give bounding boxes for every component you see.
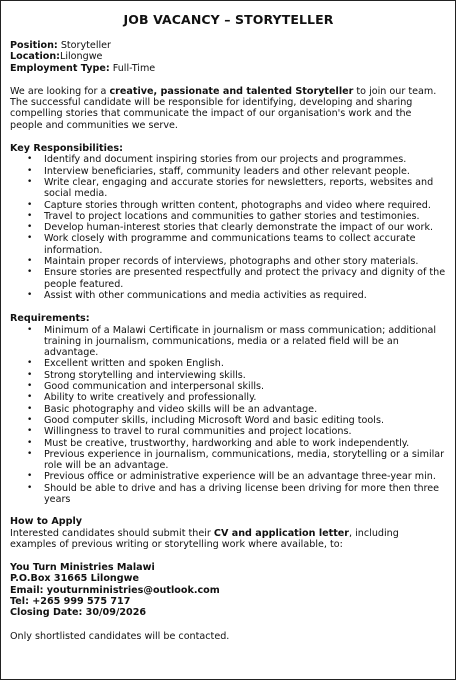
requirement-item: • Ability to write creatively and professionally.	[44, 392, 447, 403]
location-line	[10, 51, 447, 62]
responsibility-item: • Ensure stories are presented respectfully and protect the privacy and dignity of the people featured.	[44, 267, 447, 290]
position-value: Storyteller	[57, 40, 111, 51]
employment-type-value: Full-Time	[109, 62, 156, 74]
apply-paragraph	[10, 528, 447, 551]
employment-type-label: Employment Type:	[10, 62, 110, 74]
requirement-item: • Good computer skills, including Microsoft Word and basic editing tools.	[44, 415, 447, 426]
requirement-item: • Good communication and interpersonal skills.	[44, 381, 447, 392]
responsibility-item: • Work closely with programme and communications teams to collect accurate information.	[44, 233, 447, 256]
responsibility-item: • Interview beneficiaries, staff, community leaders and other relevant people.	[44, 166, 447, 177]
intro-text-bold: creative, passionate and talented Storyteller	[109, 85, 354, 97]
requirement-item: • Should be able to drive and has a driving license been driving for more then three years	[44, 483, 447, 506]
apply-text-pre: Interested candidates should submit their	[10, 527, 214, 539]
contact-block	[10, 562, 447, 618]
responsibility-item: • Develop human-interest stories that clearly demonstrate the impact of our work.	[44, 222, 447, 233]
requirement-item: • Minimum of a Malawi Certificate in journalism or mass communication; additional training in journalism, communications, media or a related field will be an advantage.	[44, 325, 447, 359]
apply-text-bold: CV and application letter	[213, 527, 350, 539]
position-line	[10, 40, 447, 51]
requirements-heading: Requirements:	[10, 313, 90, 325]
requirement-item: • Basic photography and video skills will be an advantage.	[44, 404, 447, 415]
responsibility-item: • Write clear, engaging and accurate stories for newsletters, reports, websites and social media.	[44, 177, 447, 200]
location-label: Location:	[10, 51, 60, 63]
responsibility-item: • Maintain proper records of interviews, photographs and other story materials.	[44, 256, 447, 267]
position-label: Position:	[10, 40, 58, 51]
requirements-list	[10, 325, 447, 506]
apply-heading: How to Apply	[10, 516, 83, 528]
responsibility-item: • Travel to project locations and communities to gather stories and testimonies.	[44, 211, 447, 222]
requirement-item: • Willingness to travel to rural communities and project locations.	[44, 426, 447, 437]
contact-org: You Turn Ministries Malawi	[10, 562, 155, 574]
intro-description: The successful candidate will be responsible for identifying, developing and sharing compelling stories that communicate the impact of our organisation's work and the people and communities we serve.	[10, 97, 413, 131]
responsibility-item: • Assist with other communications and media activities as required.	[44, 290, 447, 301]
footer-note: Only shortlisted candidates will be contacted.	[10, 630, 230, 642]
contact-address: P.O.Box 31665 Lilongwe	[10, 573, 139, 585]
closing-date: Closing Date: 30/09/2026	[10, 607, 147, 619]
contact-email: Email: youturnministries@outlook.com	[10, 584, 220, 596]
requirement-item: • Previous office or administrative experience will be an advantage three-year min.	[44, 471, 447, 482]
responsibilities-heading: Key Responsibilities:	[10, 143, 123, 155]
location-value: Lilongwe	[60, 51, 103, 63]
requirement-item: • Strong storytelling and interviewing skills.	[44, 370, 447, 381]
intro-text-post: to join our team.	[353, 85, 437, 97]
apply-text-post: , including examples of previous writing or storytelling work where available, to:	[10, 527, 399, 550]
intro-paragraph	[10, 86, 447, 97]
requirement-item: • Must be creative, trustworthy, hardworking and able to work independently.	[44, 438, 447, 449]
requirement-item: • Previous experience in journalism, communications, media, storytelling or a similar role will be an advantage.	[44, 449, 447, 472]
intro-text-pre: We are looking for a	[10, 85, 110, 97]
document-title: JOB VACANCY – STORYTELLER	[123, 12, 334, 27]
responsibility-item: • Capture stories through written content, photographs and video where required.	[44, 200, 447, 211]
requirement-item: • Excellent written and spoken English.	[44, 358, 447, 369]
responsibility-item: • Identify and document inspiring stories from our projects and programmes.	[44, 154, 447, 165]
responsibilities-list	[10, 154, 447, 301]
contact-tel: Tel: +265 999 575 717	[10, 596, 131, 608]
employment-type-line	[10, 63, 447, 74]
